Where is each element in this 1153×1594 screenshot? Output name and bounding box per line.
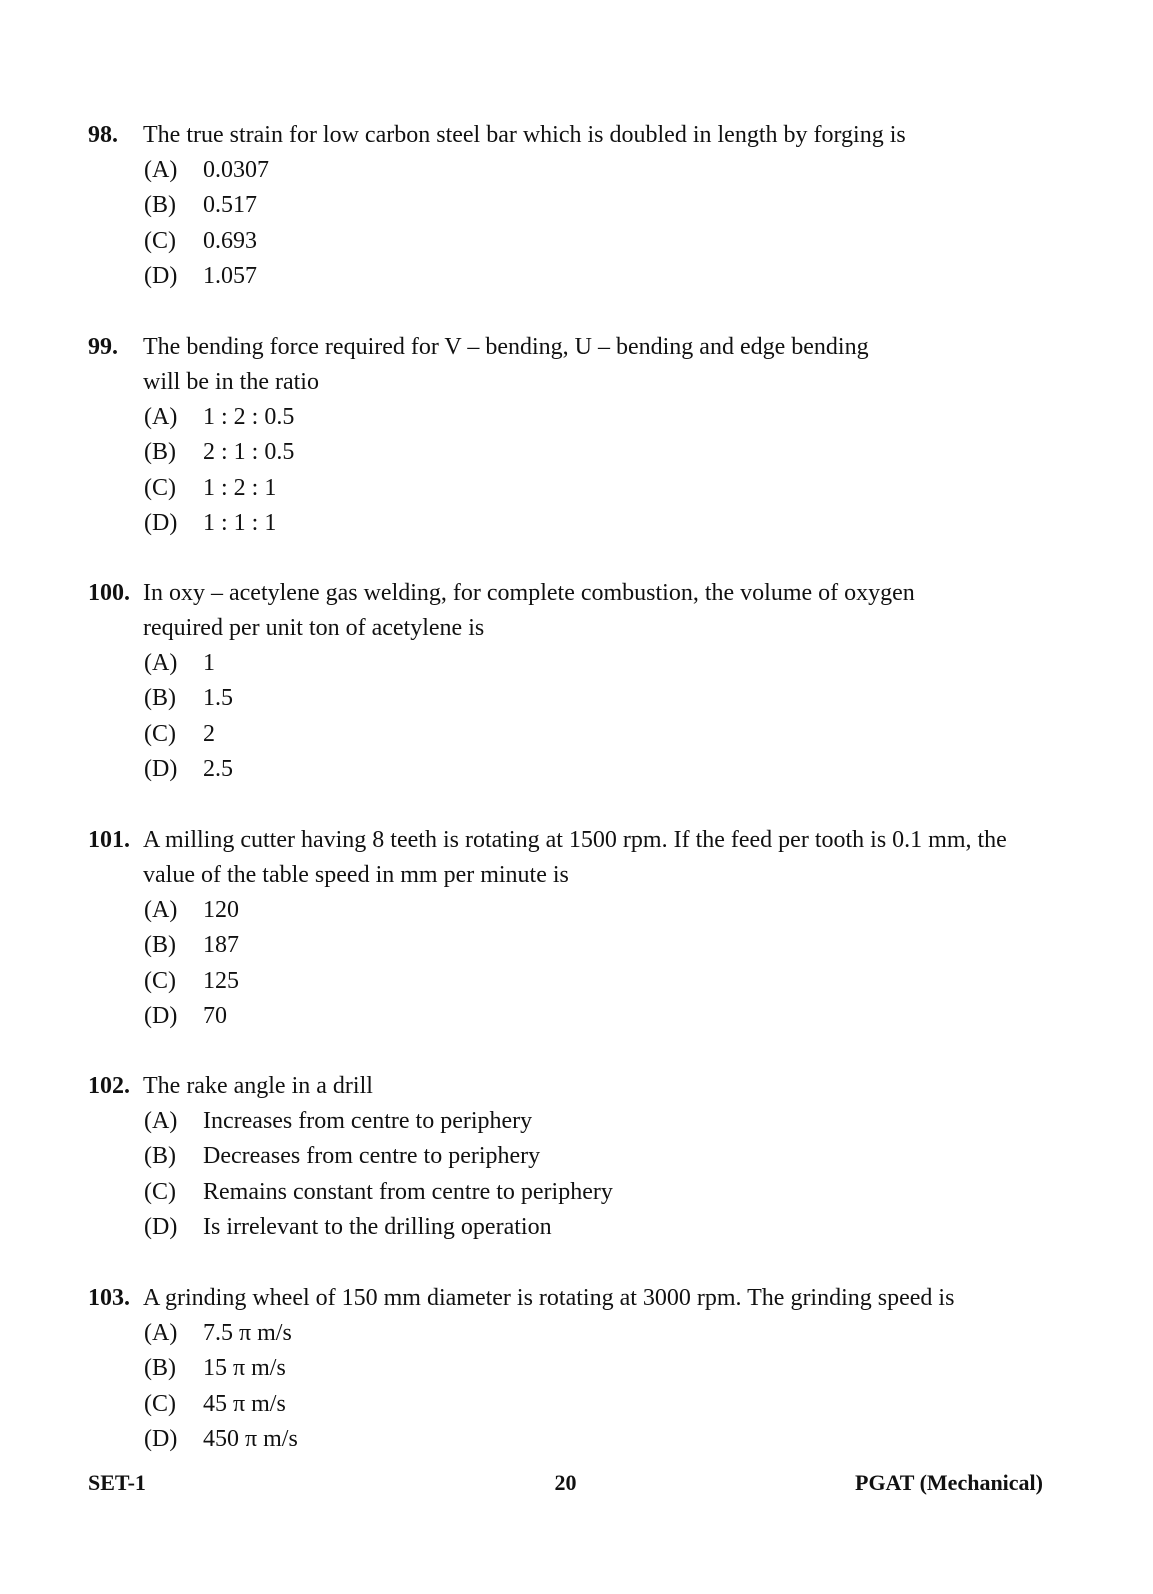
question-number: 101.	[88, 827, 130, 853]
options-list	[88, 153, 1048, 294]
question-stem	[88, 330, 908, 400]
option-letter: (D)	[144, 1425, 178, 1452]
question-number: 98.	[88, 122, 118, 148]
option-b	[88, 188, 1048, 223]
option-text: 120	[203, 897, 239, 923]
options-list	[88, 1104, 1048, 1245]
option-letter: (D)	[144, 1002, 178, 1029]
question-number: 100.	[88, 580, 130, 606]
question-text: The rake angle in a drill	[143, 1073, 373, 1099]
option-c	[88, 224, 1048, 259]
set-label: SET-1	[88, 1470, 146, 1495]
option-c	[88, 1387, 1048, 1422]
option-a	[88, 893, 1048, 928]
option-d	[88, 1422, 1048, 1457]
option-text: 7.5 π m/s	[203, 1320, 292, 1346]
option-letter: (A)	[144, 404, 178, 430]
option-letter: (C)	[144, 1178, 176, 1205]
option-letter: (D)	[144, 755, 178, 782]
option-letter: (D)	[144, 1213, 178, 1240]
option-letter: (C)	[144, 1390, 176, 1417]
option-a	[88, 1316, 1048, 1351]
question-number: 103.	[88, 1285, 130, 1311]
question-stem	[88, 576, 968, 646]
question-stem	[88, 823, 1048, 893]
option-d	[88, 259, 1048, 294]
option-text: 1 : 1 : 1	[203, 509, 277, 536]
option-letter: (D)	[144, 262, 178, 289]
option-a	[88, 1104, 1048, 1139]
option-c	[88, 717, 968, 752]
option-letter: (B)	[144, 439, 176, 466]
option-letter: (B)	[144, 1355, 176, 1382]
option-c	[88, 471, 908, 506]
option-a	[88, 400, 908, 435]
question-103	[88, 1281, 1048, 1457]
option-text: Is irrelevant to the drilling operation	[203, 1213, 552, 1240]
page-footer	[88, 1470, 1043, 1500]
option-b	[88, 1139, 1048, 1174]
option-letter: (C)	[144, 720, 176, 747]
question-text: A grinding wheel of 150 mm diameter is rotating at 3000 rpm. The grinding speed is	[143, 1285, 955, 1311]
option-text: 450 π m/s	[203, 1425, 298, 1452]
question-100	[88, 576, 968, 787]
option-letter: (A)	[144, 1108, 178, 1134]
option-b	[88, 1351, 1048, 1386]
option-text: 70	[203, 1002, 227, 1029]
option-text: Remains constant from centre to periphery	[203, 1178, 613, 1205]
question-text: In oxy – acetylene gas welding, for complete combustion, the volume of oxygen required per unit ton of acetylene is	[143, 580, 915, 641]
options-list	[88, 400, 908, 541]
option-text: 0.517	[203, 192, 257, 219]
option-text: 1	[203, 650, 215, 676]
option-letter: (A)	[144, 157, 178, 183]
option-letter: (C)	[144, 474, 176, 501]
option-letter: (B)	[144, 192, 176, 219]
option-c	[88, 1175, 1048, 1210]
option-letter: (C)	[144, 227, 176, 254]
option-text: 2 : 1 : 0.5	[203, 439, 295, 466]
question-98	[88, 118, 1048, 294]
option-a	[88, 153, 1048, 188]
option-c	[88, 964, 1048, 999]
question-text: The true strain for low carbon steel bar which is doubled in length by forging is	[143, 122, 906, 148]
option-letter: (A)	[144, 1320, 178, 1346]
question-number: 102.	[88, 1073, 130, 1099]
page-number: 20	[554, 1470, 577, 1495]
question-102	[88, 1069, 1048, 1245]
option-text: 1.5	[203, 685, 233, 712]
option-letter: (A)	[144, 897, 178, 923]
option-d	[88, 1210, 1048, 1245]
option-d	[88, 752, 968, 787]
option-d	[88, 506, 908, 541]
option-text: 2.5	[203, 755, 233, 782]
question-stem	[88, 1281, 1048, 1316]
question-text: A milling cutter having 8 teeth is rotating at 1500 rpm. If the feed per tooth is 0.1 mm, the value of the table speed in mm per minute is	[143, 827, 1007, 888]
option-letter: (D)	[144, 509, 178, 536]
option-text: 15 π m/s	[203, 1355, 286, 1382]
options-list	[88, 1316, 1048, 1457]
question-text: The bending force required for V – bending, U – bending and edge bending will be in the ratio	[143, 334, 869, 395]
option-a	[88, 646, 968, 681]
option-letter: (B)	[144, 1143, 176, 1170]
option-text: Increases from centre to periphery	[203, 1108, 533, 1134]
option-text: Decreases from centre to periphery	[203, 1143, 541, 1170]
question-number: 99.	[88, 334, 118, 360]
subject-label: PGAT (Mechanical)	[855, 1470, 1043, 1495]
option-b	[88, 928, 1048, 963]
option-text: 0.693	[203, 227, 257, 254]
option-b	[88, 435, 908, 470]
option-letter: (B)	[144, 685, 176, 712]
option-text: 1 : 2 : 1	[203, 474, 277, 501]
option-text: 2	[203, 720, 215, 747]
question-stem	[88, 1069, 1048, 1104]
question-101	[88, 823, 1048, 1034]
option-text: 187	[203, 932, 239, 959]
option-b	[88, 681, 968, 716]
question-stem	[88, 118, 1048, 153]
option-text: 0.0307	[203, 157, 269, 183]
option-letter: (C)	[144, 967, 176, 994]
option-text: 1 : 2 : 0.5	[203, 404, 295, 430]
option-text: 125	[203, 967, 239, 994]
option-letter: (A)	[144, 650, 178, 676]
option-letter: (B)	[144, 932, 176, 959]
option-d	[88, 999, 1048, 1034]
option-text: 45 π m/s	[203, 1390, 286, 1417]
options-list	[88, 646, 968, 787]
options-list	[88, 893, 1048, 1034]
option-text: 1.057	[203, 262, 257, 289]
question-99	[88, 330, 908, 541]
